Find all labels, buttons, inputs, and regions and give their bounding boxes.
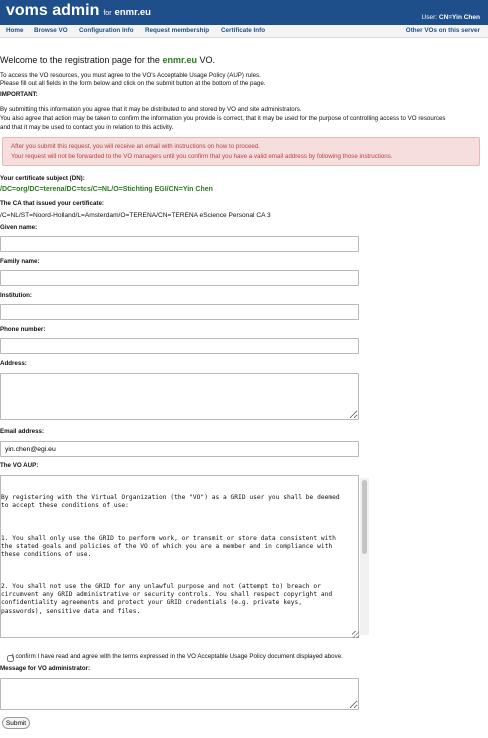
email-confirmation-alert [2, 137, 480, 166]
nav-configuration-info[interactable]: Configuration Info [79, 27, 134, 34]
important-line-2: You also agree that action may be taken to confirm the information you provide is correct, that it may be used for the purpose of controlling access to VO resources [0, 115, 446, 122]
phone-number-label: Phone number: [0, 326, 46, 333]
nav-other-vos[interactable]: Other VOs on this server [405, 27, 480, 34]
page-title-prefix: Welcome to the registration page for the [0, 55, 160, 65]
page-title-vo: enmr.eu [162, 55, 197, 65]
page-title-suffix: VO. [199, 55, 215, 65]
aup-paragraph: 2. You shall not use the GRID for any unlawful purpose and not (attempt to) breach or circumvent any GRID administrative or security controls. You shall respect copyright and confidentiality agreements and protect your GRID credentials (e.g. private keys, passwords), sensitive data and files. [1, 583, 336, 615]
app-header [0, 0, 488, 25]
aup-text-area[interactable] [0, 475, 359, 638]
app-name: voms admin [6, 2, 100, 19]
submit-button[interactable]: Submit [2, 717, 30, 729]
alert-line-1: After you submit this request, you will receive an email with instructions on how to proceed. [11, 143, 260, 150]
nav-browse-vo[interactable]: Browse VO [34, 27, 68, 34]
certificate-subject-label: Your certificate subject (DN): [0, 175, 85, 182]
intro-line-1: To access the VO resources, you must agree to the VO's Acceptable Usage Policy (AUP) rules. [0, 72, 261, 79]
institution-label: Institution: [0, 292, 32, 299]
family-name-label: Family name: [0, 258, 40, 265]
aup-scrollbar[interactable] [360, 478, 369, 635]
phone-number-input[interactable] [0, 338, 359, 354]
for-text: for [103, 10, 112, 17]
family-name-input[interactable] [0, 270, 359, 286]
brand[interactable] [6, 2, 151, 20]
certificate-ca-label: The CA that issued your certificate: [0, 200, 104, 207]
email-label: Email address: [0, 428, 45, 435]
alert-line-2: Your request will not be forwarded to the VO managers until you confirm that you have a valid email address by following those instructions. [11, 153, 393, 160]
aup-confirm-text: I confirm I have read and agree with the terms expressed in the VO Acceptable Usage Policy document displayed above. [12, 653, 343, 660]
email-input[interactable] [0, 441, 359, 457]
aup-label: The VO AUP: [0, 462, 39, 469]
address-label: Address: [0, 360, 27, 367]
vo-name: enmr.eu [114, 7, 151, 18]
aup-paragraph: By registering with the Virtual Organization (the "VO") as a GRID user you shall be deemed to accept these conditions of use: [1, 494, 344, 510]
user-label: User: [421, 14, 438, 21]
user-info [422, 14, 480, 21]
address-textarea[interactable] [0, 373, 359, 420]
institution-input[interactable] [0, 304, 359, 320]
aup-resize-grip-icon[interactable] [352, 631, 359, 638]
important-line-3: and that it may be used to contact you in relation to this activity. [0, 124, 174, 131]
certificate-ca-value: /C=NL/ST=Noord-Holland/L=Amsterdam/O=TERENA/CN=TERENA eScience Personal CA 3 [0, 212, 271, 219]
certificate-subject-value: /DC=org/DC=terena/DC=tcs/C=NL/O=Stichting EGI/CN=Yin Chen [0, 186, 213, 193]
message-label: Message for VO administrator: [0, 665, 91, 672]
aup-scrollbar-thumb[interactable] [362, 480, 367, 554]
page-title [0, 55, 215, 65]
intro-line-2: Please fill out all fields in the form below and click on the submit button at the bottom of the page. [0, 80, 266, 87]
important-heading: IMPORTANT: [0, 91, 38, 98]
message-textarea[interactable] [0, 678, 359, 710]
given-name-label: Given name: [0, 224, 38, 231]
user-value: CN=Yin Chen [438, 14, 480, 21]
navigation-bar [0, 25, 488, 38]
given-name-input[interactable] [0, 236, 359, 252]
aup-paragraph: 1. You shall only use the GRID to perform work, or transmit or store data consistent with the stated goals and policies of the VO of which you are a member and in compliance with these conditions of use. [1, 534, 340, 558]
nav-certificate-info[interactable]: Certificate Info [221, 27, 266, 34]
nav-home[interactable]: Home [6, 27, 24, 34]
important-line-1: By submitting this information you agree that it may be distributed to and stored by VO and site administrators. [0, 106, 302, 113]
nav-request-membership[interactable]: Request membership [145, 27, 210, 34]
